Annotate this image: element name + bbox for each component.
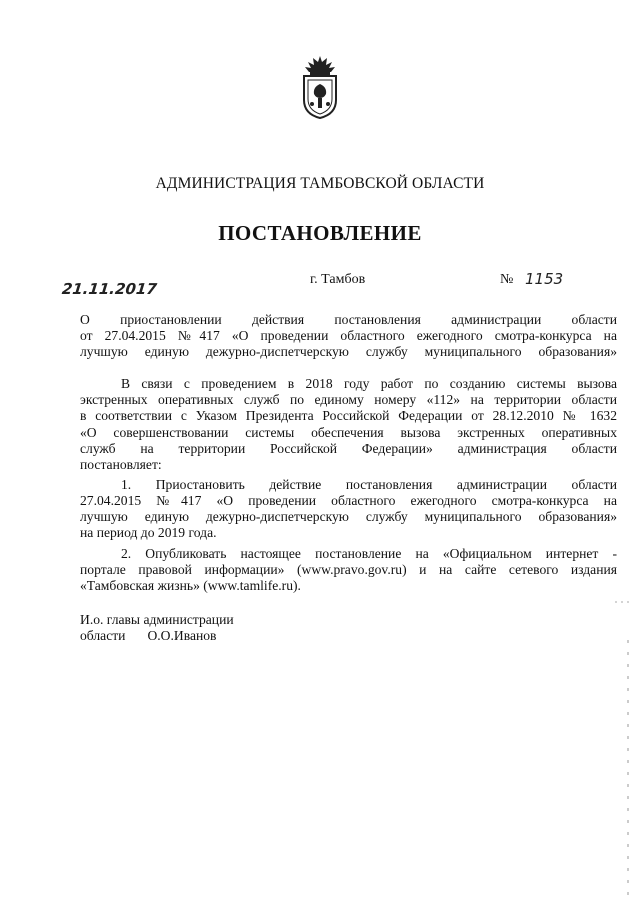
paragraph-line: служб на территории Российской Федерации» администрация области xyxy=(80,440,617,456)
document-type-title: ПОСТАНОВЛЕНИЕ xyxy=(218,221,422,245)
subject-line: от 27.04.2015 №417 «О проведении областного ежегодного смотра-конкурса на xyxy=(80,328,617,344)
paragraph-line: 27.04.2015 №417 «О проведении областного ежегодного смотра-конкурса на xyxy=(80,493,617,509)
signatory-name: О.О.Иванов xyxy=(147,628,217,643)
signatory-position-2: области xyxy=(80,628,126,643)
city-label: г. Тамбов xyxy=(310,272,366,287)
paragraph-line: В связи с проведением в 2018 году работ по созданию системы вызова xyxy=(121,376,617,391)
subject-line: лучшую единую дежурно-диспетчерскую службу муниципального образования» xyxy=(80,344,617,360)
subject-line: О приостановлении действия постановления администрации области xyxy=(80,312,617,327)
paragraph-line: портале правовой информации» (www.pravo.gov.ru) и на сайте сетевого издания xyxy=(80,562,617,578)
signatory-position: И.о. главы администрации xyxy=(80,612,234,627)
paragraph-line: постановляет: xyxy=(80,457,162,473)
document-date: 21.11.2017 xyxy=(61,280,158,298)
number-label: № xyxy=(500,272,514,287)
paragraph-line: лучшую единую дежурно-диспетчерскую службу муниципального образования» xyxy=(80,509,617,525)
item-1-tail: на период до 2019 года. xyxy=(80,525,217,540)
paragraph-line: «О совершенствовании системы обеспечения вызова экстренных оперативных xyxy=(80,424,617,440)
item-2-tail: «Тамбовская жизнь» (www.tamlife.ru). xyxy=(80,578,301,593)
paragraph-line: 1. Приостановить действие постановления администрации области xyxy=(121,477,617,492)
paragraph-line: 2. Опубликовать настоящее постановление на «Официальном интернет - xyxy=(121,546,617,561)
document-number: 1153 xyxy=(525,270,564,288)
paragraph-line: в соответствии с Указом Президента Российской Федерации от 28.12.2010 № 1632 xyxy=(80,408,617,424)
paragraph-line: экстренных оперативных служб по единому номеру «112» на территории области xyxy=(80,392,617,408)
organization-title: АДМИНИСТРАЦИЯ ТАМБОВСКОЙ ОБЛАСТИ xyxy=(155,175,485,192)
